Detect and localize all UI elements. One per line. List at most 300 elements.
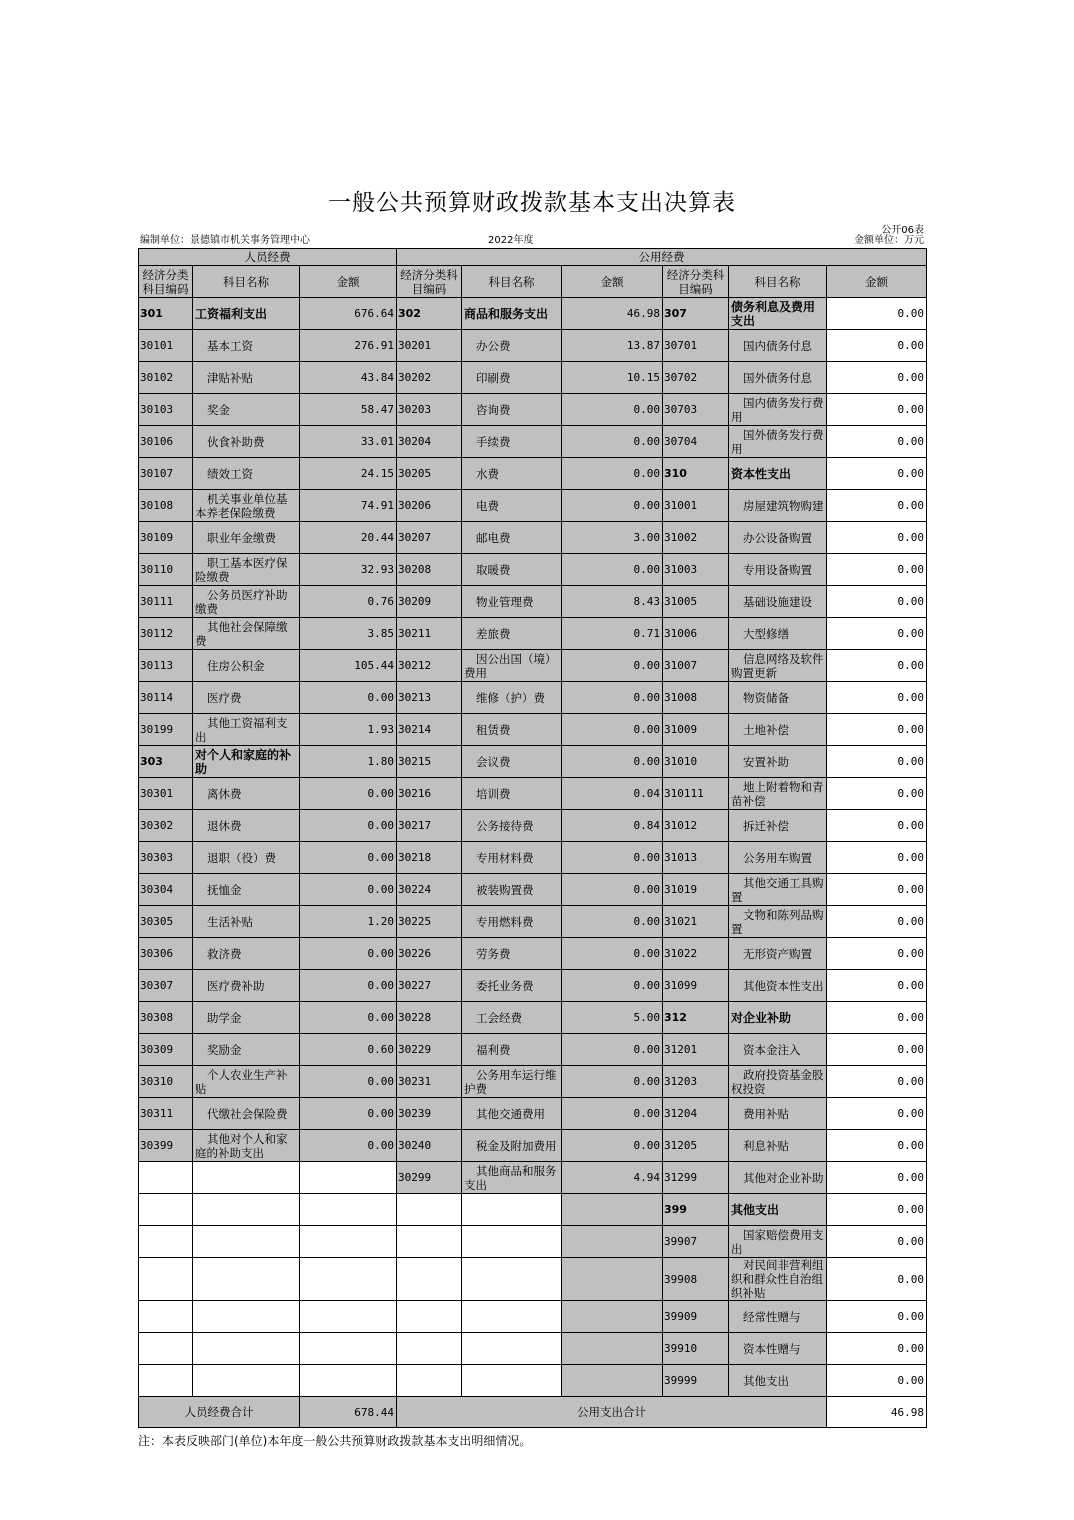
cell-amount: 0.00 [827, 1258, 927, 1301]
cell-code: 30302 [139, 810, 193, 842]
cell-amount: 0.00 [827, 874, 927, 906]
cell-name: 劳务费 [462, 938, 562, 970]
cell-amount: 0.00 [300, 1002, 397, 1034]
cell-amount: 0.00 [300, 1130, 397, 1162]
cell-amount: 0.00 [827, 426, 927, 458]
cell-amount: 0.00 [827, 650, 927, 682]
cell-amount [562, 1365, 663, 1397]
cell-amount: 0.00 [827, 1130, 927, 1162]
cell-name: 专用燃料费 [462, 906, 562, 938]
cell-name: 费用补贴 [729, 1098, 827, 1130]
cell-name: 公务用车运行维护费 [462, 1066, 562, 1098]
cell-code: 30226 [397, 938, 462, 970]
cell-name [193, 1301, 300, 1333]
cell-code: 30308 [139, 1002, 193, 1034]
cell-amount: 32.93 [300, 554, 397, 586]
cell-name: 培训费 [462, 778, 562, 810]
cell-amount [562, 1258, 663, 1301]
cell-amount: 0.76 [300, 586, 397, 618]
cell-name: 住房公积金 [193, 650, 300, 682]
cell-name: 会议费 [462, 746, 562, 778]
cell-amount: 0.00 [300, 1098, 397, 1130]
cell-code: 31204 [663, 1098, 729, 1130]
cell-code: 30307 [139, 970, 193, 1002]
totals-row [139, 1397, 927, 1428]
cell-amount: 0.00 [827, 1194, 927, 1226]
cell-code: 310 [663, 458, 729, 490]
public-total-value: 46.98 [827, 1397, 927, 1428]
cell-amount: 0.00 [300, 874, 397, 906]
cell-code: 30231 [397, 1066, 462, 1098]
cell-code: 30112 [139, 618, 193, 650]
cell-code: 30301 [139, 778, 193, 810]
cell-name: 其他对企业补助 [729, 1162, 827, 1194]
cell-amount: 0.00 [827, 490, 927, 522]
cell-name: 取暖费 [462, 554, 562, 586]
cell-code: 30199 [139, 714, 193, 746]
cell-name: 国外债务付息 [729, 362, 827, 394]
table-row [139, 810, 927, 842]
cell-name: 其他工资福利支出 [193, 714, 300, 746]
cell-name: 维修（护）费 [462, 682, 562, 714]
cell-name: 其他对个人和家庭的补助支出 [193, 1130, 300, 1162]
cell-amount [300, 1301, 397, 1333]
cell-name: 地上附着物和青苗补偿 [729, 778, 827, 810]
cell-amount: 0.00 [300, 682, 397, 714]
cell-code [397, 1258, 462, 1301]
cell-name: 对民间非营利组织和群众性自治组织补贴 [729, 1258, 827, 1301]
cell-name: 国内债务付息 [729, 330, 827, 362]
cell-name: 大型修缮 [729, 618, 827, 650]
col-header: 金额 [562, 266, 663, 298]
cell-code: 310111 [663, 778, 729, 810]
cell-amount: 0.00 [827, 810, 927, 842]
cell-code [139, 1194, 193, 1226]
cell-amount: 0.00 [562, 650, 663, 682]
cell-name: 经常性赠与 [729, 1301, 827, 1333]
table-row [139, 1034, 927, 1066]
cell-amount [300, 1226, 397, 1258]
cell-code: 31299 [663, 1162, 729, 1194]
table-row [139, 682, 927, 714]
cell-code [397, 1301, 462, 1333]
table-row [139, 906, 927, 938]
cell-name: 资本性支出 [729, 458, 827, 490]
col-header: 经济分类科目编码 [139, 266, 193, 298]
table-row [139, 394, 927, 426]
cell-code [139, 1333, 193, 1365]
table-row [139, 1226, 927, 1258]
cell-amount: 0.60 [300, 1034, 397, 1066]
cell-code: 31010 [663, 746, 729, 778]
cell-name: 公务接待费 [462, 810, 562, 842]
cell-name [462, 1301, 562, 1333]
cell-amount: 0.00 [562, 1034, 663, 1066]
fiscal-year: 2022年度 [488, 235, 534, 246]
cell-name: 安置补助 [729, 746, 827, 778]
cell-code [397, 1333, 462, 1365]
cell-code [139, 1226, 193, 1258]
cell-amount: 0.00 [300, 810, 397, 842]
cell-code [139, 1162, 193, 1194]
table-row [139, 330, 927, 362]
cell-amount: 676.64 [300, 298, 397, 330]
cell-name: 拆迁补偿 [729, 810, 827, 842]
cell-name: 工会经费 [462, 1002, 562, 1034]
cell-amount: 0.00 [827, 906, 927, 938]
cell-code: 30109 [139, 522, 193, 554]
cell-amount: 13.87 [562, 330, 663, 362]
cell-amount [300, 1162, 397, 1194]
cell-name [193, 1162, 300, 1194]
cell-code: 30202 [397, 362, 462, 394]
cell-code: 31003 [663, 554, 729, 586]
cell-code: 30701 [663, 330, 729, 362]
cell-code: 30305 [139, 906, 193, 938]
cell-code: 30217 [397, 810, 462, 842]
cell-amount: 0.00 [562, 682, 663, 714]
cell-amount: 0.00 [300, 938, 397, 970]
cell-name [462, 1258, 562, 1301]
table-row [139, 938, 927, 970]
cell-code [397, 1194, 462, 1226]
cell-code: 30102 [139, 362, 193, 394]
cell-amount: 0.00 [827, 682, 927, 714]
cell-amount [300, 1194, 397, 1226]
cell-amount: 0.00 [827, 1098, 927, 1130]
cell-code: 39907 [663, 1226, 729, 1258]
cell-code: 30215 [397, 746, 462, 778]
cell-code: 31005 [663, 586, 729, 618]
cell-amount: 33.01 [300, 426, 397, 458]
cell-name: 其他支出 [729, 1194, 827, 1226]
cell-name [193, 1365, 300, 1397]
cell-amount: 0.00 [827, 522, 927, 554]
cell-name: 其他商品和服务支出 [462, 1162, 562, 1194]
cell-name: 物资储备 [729, 682, 827, 714]
cell-code: 30216 [397, 778, 462, 810]
cell-amount: 0.00 [827, 1066, 927, 1098]
col-header: 金额 [300, 266, 397, 298]
table-row [139, 554, 927, 586]
table-row [139, 1066, 927, 1098]
meta-row [138, 220, 926, 248]
cell-code: 30702 [663, 362, 729, 394]
cell-code: 30304 [139, 874, 193, 906]
cell-code: 30309 [139, 1034, 193, 1066]
group-header-public: 公用经费 [397, 249, 927, 266]
cell-amount: 43.84 [300, 362, 397, 394]
cell-code: 30201 [397, 330, 462, 362]
column-header-row [139, 266, 927, 298]
cell-name: 机关事业单位基本养老保险缴费 [193, 490, 300, 522]
cell-name: 无形资产购置 [729, 938, 827, 970]
cell-code: 30214 [397, 714, 462, 746]
cell-code: 31012 [663, 810, 729, 842]
cell-code: 303 [139, 746, 193, 778]
cell-amount: 0.00 [827, 362, 927, 394]
cell-amount: 3.85 [300, 618, 397, 650]
cell-code: 30225 [397, 906, 462, 938]
cell-name: 离休费 [193, 778, 300, 810]
cell-code: 30299 [397, 1162, 462, 1194]
cell-name: 奖金 [193, 394, 300, 426]
cell-amount: 0.00 [827, 394, 927, 426]
cell-name [462, 1333, 562, 1365]
compiling-unit: 编制单位：景德镇市机关事务管理中心 [140, 235, 310, 246]
cell-name: 助学金 [193, 1002, 300, 1034]
cell-code: 30704 [663, 426, 729, 458]
table-row [139, 874, 927, 906]
cell-code: 30103 [139, 394, 193, 426]
col-header: 金额 [827, 266, 927, 298]
cell-name [193, 1258, 300, 1301]
cell-code: 30303 [139, 842, 193, 874]
cell-code: 31203 [663, 1066, 729, 1098]
cell-code: 30218 [397, 842, 462, 874]
cell-code: 30108 [139, 490, 193, 522]
cell-name: 房屋建筑物购建 [729, 490, 827, 522]
cell-name: 邮电费 [462, 522, 562, 554]
cell-code: 39910 [663, 1333, 729, 1365]
table-row [139, 586, 927, 618]
cell-code: 30213 [397, 682, 462, 714]
cell-amount [562, 1333, 663, 1365]
cell-code [397, 1365, 462, 1397]
cell-name: 津贴补贴 [193, 362, 300, 394]
cell-code: 31007 [663, 650, 729, 682]
personnel-total-value: 678.44 [300, 1397, 397, 1428]
cell-name: 医疗费补助 [193, 970, 300, 1002]
public-total-label: 公用支出合计 [397, 1397, 827, 1428]
cell-amount: 0.00 [827, 746, 927, 778]
cell-name: 生活补贴 [193, 906, 300, 938]
cell-name: 差旅费 [462, 618, 562, 650]
cell-amount: 0.00 [562, 874, 663, 906]
cell-code [139, 1365, 193, 1397]
cell-amount: 0.84 [562, 810, 663, 842]
cell-amount: 4.94 [562, 1162, 663, 1194]
cell-amount: 0.00 [827, 938, 927, 970]
cell-amount: 0.00 [562, 906, 663, 938]
cell-amount: 0.00 [562, 938, 663, 970]
cell-name: 土地补偿 [729, 714, 827, 746]
col-header: 经济分类科目编码 [397, 266, 462, 298]
table-body [139, 298, 927, 1397]
cell-name: 手续费 [462, 426, 562, 458]
cell-name: 咨询费 [462, 394, 562, 426]
cell-code: 30111 [139, 586, 193, 618]
table-row [139, 714, 927, 746]
cell-name: 医疗费 [193, 682, 300, 714]
table-row [139, 1258, 927, 1301]
cell-amount: 0.00 [562, 554, 663, 586]
cell-code [139, 1258, 193, 1301]
cell-code: 30106 [139, 426, 193, 458]
cell-amount [562, 1194, 663, 1226]
cell-code [139, 1301, 193, 1333]
cell-amount: 105.44 [300, 650, 397, 682]
cell-code: 30107 [139, 458, 193, 490]
cell-code: 39908 [663, 1258, 729, 1301]
table-row [139, 1194, 927, 1226]
cell-amount: 0.00 [827, 298, 927, 330]
cell-amount: 0.00 [827, 970, 927, 1002]
cell-name: 被装购置费 [462, 874, 562, 906]
cell-name [462, 1226, 562, 1258]
cell-name: 职业年金缴费 [193, 522, 300, 554]
cell-name: 利息补贴 [729, 1130, 827, 1162]
cell-name: 其他交通费用 [462, 1098, 562, 1130]
cell-amount: 0.00 [827, 586, 927, 618]
cell-name: 租赁费 [462, 714, 562, 746]
cell-amount: 58.47 [300, 394, 397, 426]
table-row [139, 1301, 927, 1333]
cell-amount: 0.00 [827, 1301, 927, 1333]
cell-name: 资本性赠与 [729, 1333, 827, 1365]
cell-name: 其他支出 [729, 1365, 827, 1397]
table-row [139, 1365, 927, 1397]
cell-amount: 0.00 [300, 778, 397, 810]
table-row [139, 458, 927, 490]
cell-code: 30228 [397, 1002, 462, 1034]
cell-name: 信息网络及软件购置更新 [729, 650, 827, 682]
cell-name: 对个人和家庭的补助 [193, 746, 300, 778]
cell-amount: 0.00 [827, 1226, 927, 1258]
cell-code: 30209 [397, 586, 462, 618]
cell-code: 30208 [397, 554, 462, 586]
table-row [139, 1162, 927, 1194]
cell-amount: 1.93 [300, 714, 397, 746]
col-header: 科目名称 [729, 266, 827, 298]
cell-name: 办公费 [462, 330, 562, 362]
cell-code: 39999 [663, 1365, 729, 1397]
cell-amount: 0.00 [562, 1130, 663, 1162]
cell-code: 31006 [663, 618, 729, 650]
cell-amount: 0.00 [300, 970, 397, 1002]
cell-amount [300, 1333, 397, 1365]
cell-name: 个人农业生产补贴 [193, 1066, 300, 1098]
cell-amount: 0.00 [562, 746, 663, 778]
col-header: 科目名称 [462, 266, 562, 298]
cell-amount: 0.00 [827, 1162, 927, 1194]
table-row [139, 1130, 927, 1162]
cell-amount: 276.91 [300, 330, 397, 362]
form-code: 公开06表 [881, 225, 924, 236]
cell-name: 国家赔偿费用支出 [729, 1226, 827, 1258]
cell-amount: 8.43 [562, 586, 663, 618]
cell-amount: 74.91 [300, 490, 397, 522]
cell-name: 退职（役）费 [193, 842, 300, 874]
cell-code: 30239 [397, 1098, 462, 1130]
cell-name: 办公设备购置 [729, 522, 827, 554]
cell-amount: 3.00 [562, 522, 663, 554]
cell-name: 债务利息及费用支出 [729, 298, 827, 330]
cell-code: 30114 [139, 682, 193, 714]
cell-amount: 10.15 [562, 362, 663, 394]
cell-name: 专用材料费 [462, 842, 562, 874]
cell-name: 基础设施建设 [729, 586, 827, 618]
cell-code: 30205 [397, 458, 462, 490]
cell-code: 30311 [139, 1098, 193, 1130]
cell-name: 印刷费 [462, 362, 562, 394]
cell-name: 救济费 [193, 938, 300, 970]
cell-amount: 0.00 [827, 842, 927, 874]
cell-amount: 0.00 [827, 714, 927, 746]
expenditure-table [138, 248, 927, 1428]
cell-amount: 0.00 [827, 778, 927, 810]
cell-code [397, 1226, 462, 1258]
cell-code: 30206 [397, 490, 462, 522]
cell-amount: 0.00 [827, 1333, 927, 1365]
cell-name: 政府投资基金股权投资 [729, 1066, 827, 1098]
cell-name: 商品和服务支出 [462, 298, 562, 330]
cell-name: 资本金注入 [729, 1034, 827, 1066]
cell-amount: 46.98 [562, 298, 663, 330]
cell-amount: 0.00 [827, 330, 927, 362]
table-row [139, 970, 927, 1002]
cell-code: 30306 [139, 938, 193, 970]
cell-amount: 0.00 [827, 554, 927, 586]
cell-code: 31021 [663, 906, 729, 938]
cell-name: 绩效工资 [193, 458, 300, 490]
cell-code: 31099 [663, 970, 729, 1002]
cell-code: 399 [663, 1194, 729, 1226]
col-header: 科目名称 [193, 266, 300, 298]
cell-amount: 0.00 [562, 714, 663, 746]
cell-code: 30113 [139, 650, 193, 682]
table-row [139, 522, 927, 554]
cell-amount: 0.00 [562, 426, 663, 458]
cell-code: 312 [663, 1002, 729, 1034]
cell-amount: 0.00 [827, 1365, 927, 1397]
cell-amount: 0.00 [562, 842, 663, 874]
cell-name: 委托业务费 [462, 970, 562, 1002]
budget-sheet [138, 186, 926, 1449]
cell-amount [300, 1258, 397, 1301]
table-row [139, 842, 927, 874]
cell-name: 水费 [462, 458, 562, 490]
cell-code: 30310 [139, 1066, 193, 1098]
cell-name: 奖励金 [193, 1034, 300, 1066]
cell-code: 39909 [663, 1301, 729, 1333]
cell-amount: 0.00 [562, 490, 663, 522]
table-row [139, 778, 927, 810]
cell-amount: 0.71 [562, 618, 663, 650]
cell-code: 302 [397, 298, 462, 330]
cell-amount: 24.15 [300, 458, 397, 490]
cell-code: 31009 [663, 714, 729, 746]
cell-amount: 0.00 [827, 1034, 927, 1066]
cell-name: 公务员医疗补助缴费 [193, 586, 300, 618]
table-row [139, 362, 927, 394]
table-row [139, 746, 927, 778]
table-note: 注：本表反映部门(单位)本年度一般公共预算财政拨款基本支出明细情况。 [138, 1434, 532, 1448]
table-row [139, 1333, 927, 1365]
cell-code: 30207 [397, 522, 462, 554]
cell-name: 基本工资 [193, 330, 300, 362]
cell-code: 30204 [397, 426, 462, 458]
group-header-personnel: 人员经费 [139, 249, 397, 266]
cell-name: 其他资本性支出 [729, 970, 827, 1002]
cell-amount: 0.00 [562, 458, 663, 490]
table-row [139, 298, 927, 330]
cell-code: 30227 [397, 970, 462, 1002]
cell-name: 文物和陈列品购置 [729, 906, 827, 938]
cell-name [193, 1226, 300, 1258]
cell-code: 30703 [663, 394, 729, 426]
cell-name: 电费 [462, 490, 562, 522]
